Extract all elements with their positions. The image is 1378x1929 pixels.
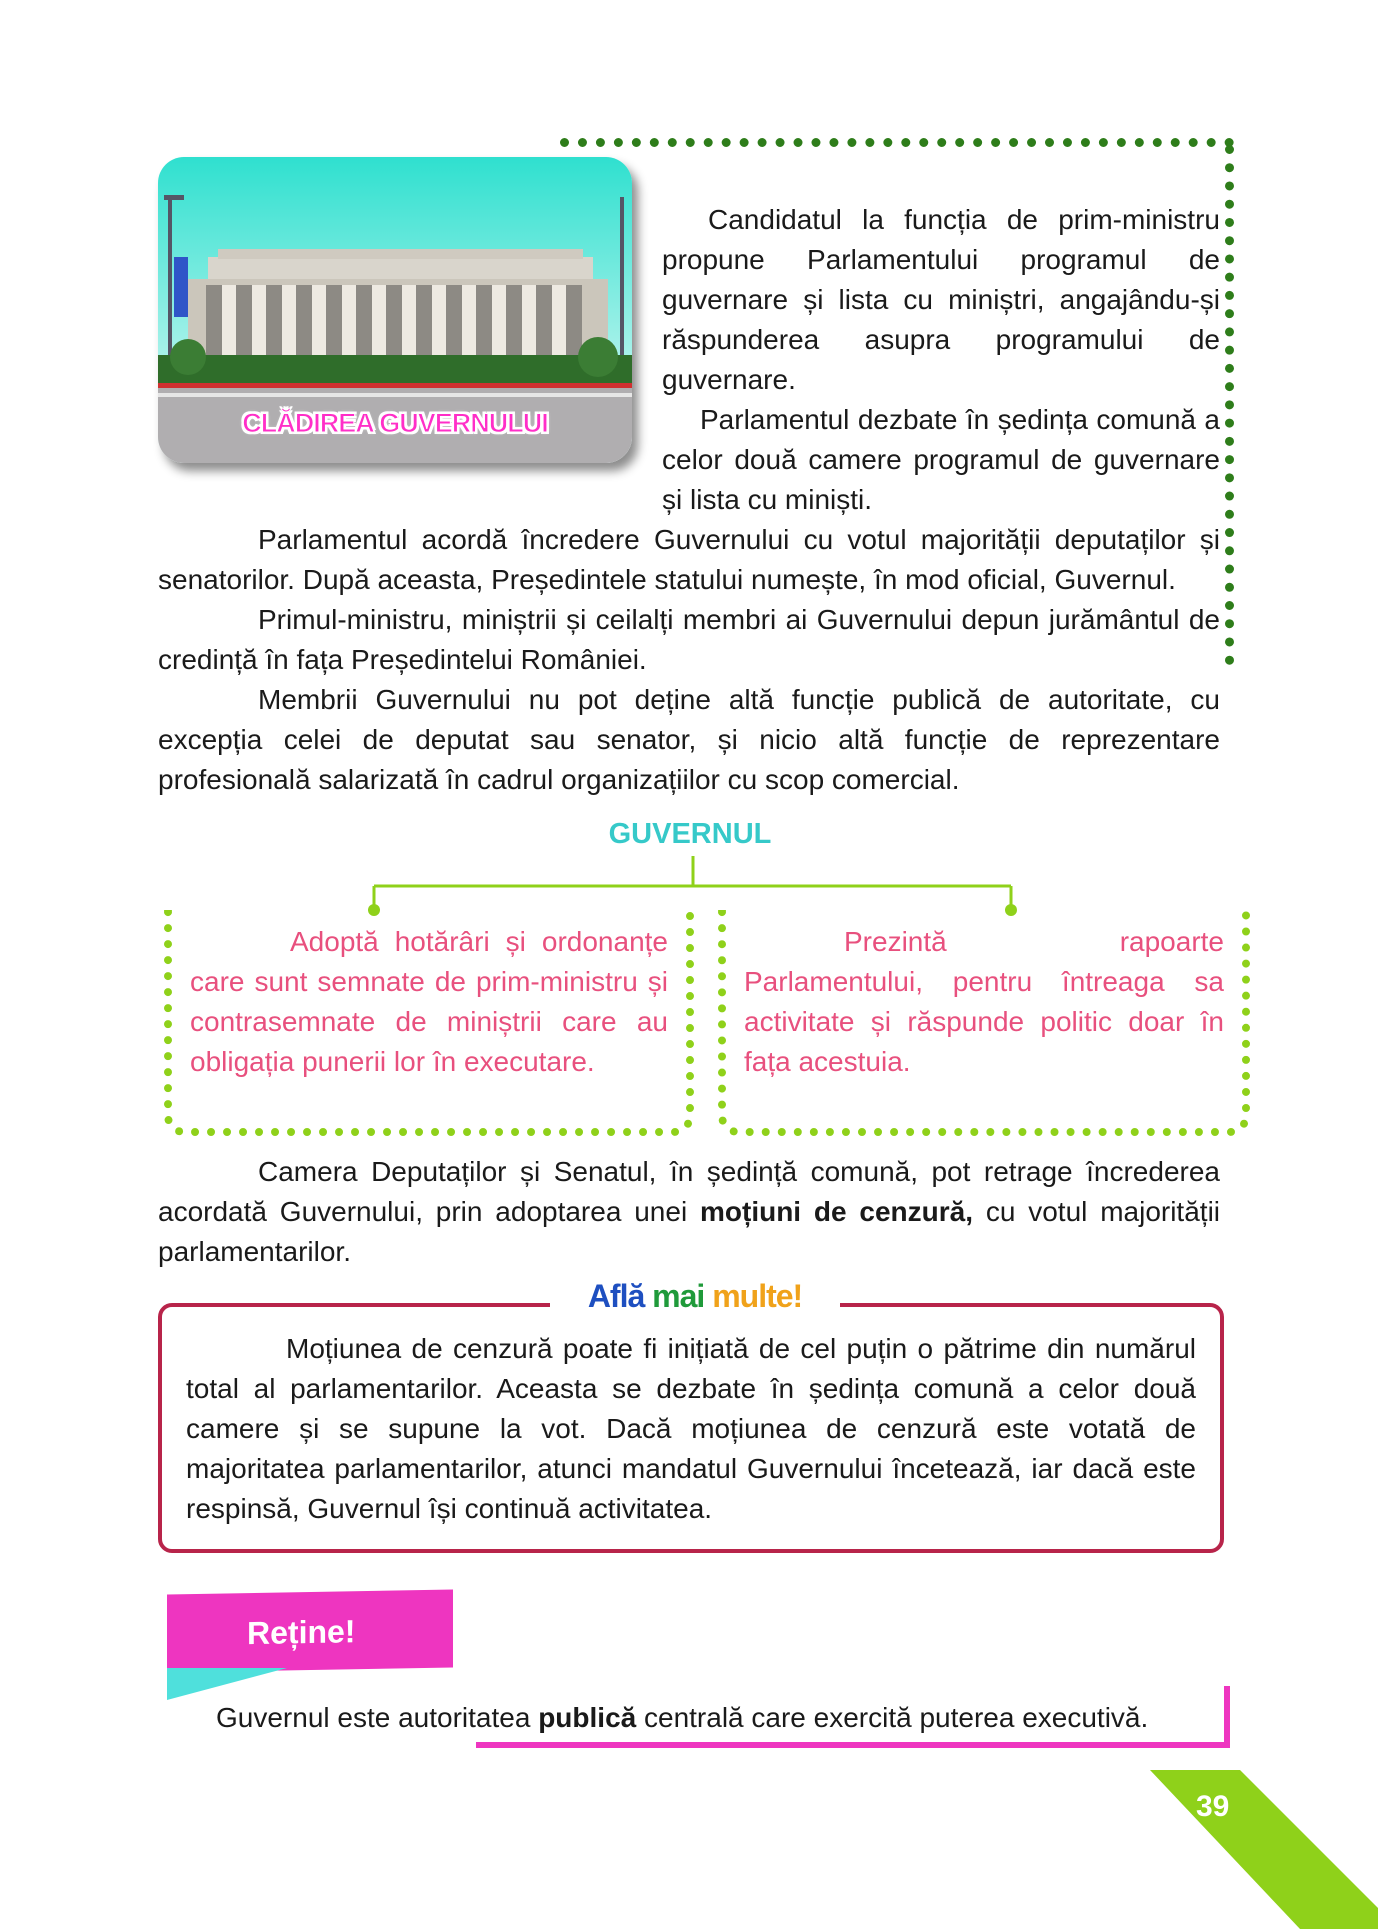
diagram-box-right bbox=[718, 910, 1250, 1136]
censure-text-before: Camera Deputaților și Senatul, în ședință comună, pot retrage încrederea acordată Guvernului, prin adoptarea unei bbox=[158, 1156, 1220, 1227]
government-building-photo bbox=[158, 157, 632, 463]
intro-paragraph-2: Parlamentul dezbate în ședința comună a celor două camere programul de guvernare și lista cu miniști. bbox=[662, 404, 1220, 515]
body-paragraph-1: Parlamentul acordă încredere Guvernului cu votul majorității deputaților și senatorilor. După aceasta, Președintele statului numește, în mod oficial, Guvernul. bbox=[158, 524, 1220, 595]
remember-text-after: centrală care exercită puterea executivă. bbox=[644, 1702, 1149, 1733]
body-paragraph-2: Primul-ministru, miniștrii și ceilalți membri ai Guvernului depun jurământul de credință în fața Președintelui României. bbox=[158, 604, 1220, 675]
remember-tab: Reține! bbox=[167, 1590, 453, 1673]
remember-sideline bbox=[1224, 1686, 1230, 1748]
remember-bold-term: publică bbox=[538, 1702, 637, 1733]
censure-bold-term: moțiuni de cenzură, bbox=[700, 1196, 974, 1227]
remember-tab-tail bbox=[167, 1668, 287, 1700]
dotted-frame-right bbox=[1225, 145, 1234, 665]
diagram-connector bbox=[360, 854, 1020, 918]
remember-statement bbox=[216, 1698, 1216, 1738]
censure-text-after: cu votul majorității parlamentarilor. bbox=[158, 1196, 1221, 1267]
dotted-frame-top bbox=[560, 138, 1234, 147]
learn-more-box bbox=[158, 1303, 1224, 1553]
diagram-right-text: Prezintă rapoarte Parlamentului, pentru întreaga sa activitate și răspunde politic doar în fața acestuia. bbox=[744, 926, 1224, 1077]
remember-text-before: Guvernul este autoritatea bbox=[216, 1702, 531, 1733]
diagram-title: GUVERNUL bbox=[608, 818, 772, 850]
body-paragraph-3: Membrii Guvernului nu pot deține altă funcție publică de autoritate, cu excepția celei de deputat sau senator, și nicio altă funcție de reprezentare profesională salarizată în cadrul organizațiilor cu scop comercial. bbox=[158, 684, 1220, 795]
learn-more-word-1: Află bbox=[587, 1278, 645, 1314]
learn-more-word-2: mai bbox=[652, 1278, 705, 1314]
learn-more-text: Moțiunea de cenzură poate fi inițiată de cel puțin o pătrime din numărul total al parlamentarilor. Aceasta se dezbate în ședința comună a celor două camere și se supune la vot. Dacă moțiunea de cenzură este votată de majoritatea parlamentarilor, atunci mandatul Guvernului încetează, iar dacă este respinsă, Guvernul își continuă activitatea. bbox=[186, 1333, 1196, 1524]
diagram-box-left bbox=[164, 910, 694, 1136]
page-number: 39 bbox=[1196, 1790, 1230, 1823]
censure-paragraph bbox=[158, 1152, 1220, 1272]
remember-underline bbox=[476, 1742, 1230, 1748]
learn-more-word-3: multe! bbox=[712, 1278, 803, 1314]
diagram-left-text: Adoptă hotărâri și ordonanțe care sunt semnate de prim-ministru și contrasemnate de miniștrii care au obligația punerii lor în executare. bbox=[190, 926, 668, 1077]
intro-paragraph-1: Candidatul la funcția de prim-ministru propune Parlamentului programul de guvernare și lista cu miniștri, angajându-și răspunderea asupra programului de guvernare. bbox=[662, 204, 1220, 395]
photo-caption: CLĂDIREA GUVERNULUI bbox=[242, 408, 548, 438]
learn-more-title bbox=[550, 1278, 840, 1322]
